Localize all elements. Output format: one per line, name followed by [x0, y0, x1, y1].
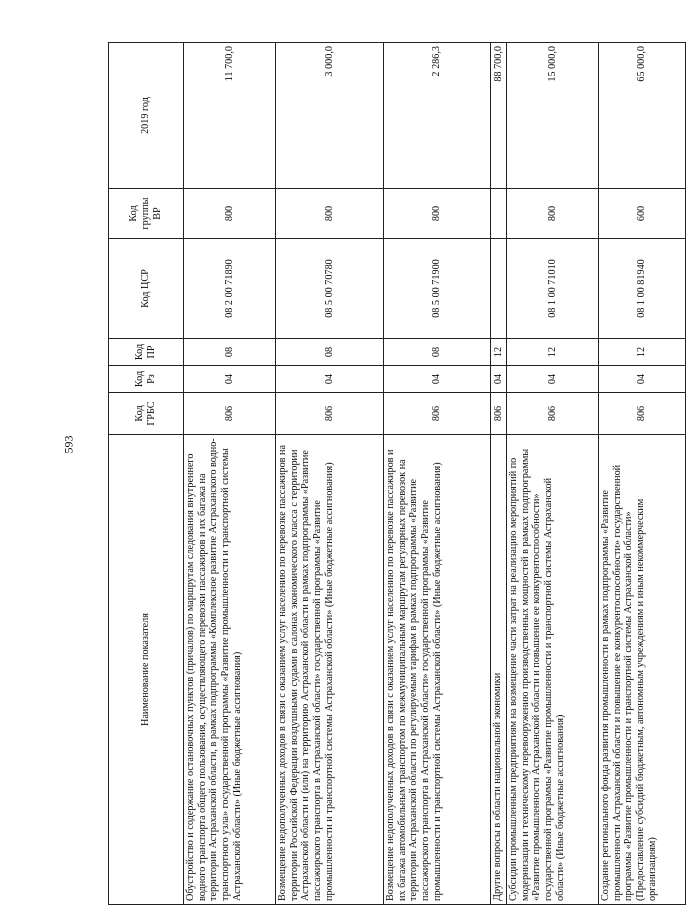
row-amount: 88 700,0: [491, 43, 507, 189]
row-pr: 08: [184, 339, 276, 366]
header-rz: Код Рз: [109, 366, 184, 393]
row-amount: 65 000,0: [599, 43, 686, 189]
row-pr: 08: [384, 339, 491, 366]
rotated-table-container: [108, 43, 658, 905]
table-row: [491, 43, 507, 905]
row-name: Создание регионального фонда развития промышленности в рамках подпрограммы «Развитие промышленности Астраханской области и повышение ее конкурентоспособности» государственной программы «Развитие промышленности и транспортной системы Астраханской области» (Предоставление субсидий бюджетным, автономным учреждениям и иным некоммерческим организациям): [599, 435, 686, 905]
row-rz: 04: [276, 366, 384, 393]
row-amount: 3 000,0: [276, 43, 384, 189]
row-name: Возмещение недополученных доходов в связи с оказанием услуг населению по перевозке пассажиров на территории Российской Федерации воздушными судами в салонах экономического класса с территории Астраханской области и (или) на территорию Астраханской области в рамках подпрограммы «Развитие пассажирского транспорта в Астраханской области» государственной программы «Развитие промышленности и транспортной системы Астраханской области» (Иные бюджетные ассигнования): [276, 435, 384, 905]
row-amount: 15 000,0: [507, 43, 599, 189]
header-vr: Код группы ВР: [109, 189, 184, 239]
row-vr: 800: [276, 189, 384, 239]
row-grbs: 806: [276, 393, 384, 435]
row-grbs: 806: [507, 393, 599, 435]
row-amount: 2 286,3: [384, 43, 491, 189]
row-csr: 08 5 00 70780: [276, 239, 384, 339]
header-name: Наименование показателя: [109, 435, 184, 905]
row-rz: 04: [507, 366, 599, 393]
budget-table: [108, 42, 686, 905]
table-row: [184, 43, 276, 905]
row-csr: 08 1 00 71010: [507, 239, 599, 339]
table-row: [276, 43, 384, 905]
row-csr: 08 5 00 71900: [384, 239, 491, 339]
row-pr: 08: [276, 339, 384, 366]
row-rz: 04: [491, 366, 507, 393]
header-csr: Код ЦСР: [109, 239, 184, 339]
row-name: Возмещение недополученных доходов в связи с оказанием услуг населению по перевозке пассажиров и их багажа автомобильным транспортом по межмуниципальным маршрутам регулярных перевозок на территории Астраханской области по регулируемым тарифам в рамках подпрограммы «Развитие пассажирского транспорта в Астраханской области» государственной программы «Развитие промышленности и транспортной системы Астраханской области» (Иные бюджетные ассигнования): [384, 435, 491, 905]
row-csr: [491, 239, 507, 339]
row-name: Обустройство и содержание остановочных пунктов (причалов) по маршрутам следования внутреннего водного транспорта общего пользования, осуществляющего перевозки пассажиров и их багажа на территории Астраханской области, в рамках подпрограммы «Комплексное развитие Астраханского водно-транспортного узла» государственной программы «Развитие промышленности и транспортной системы Астраханской области» (Иные бюджетные ассигнования): [184, 435, 276, 905]
row-rz: 04: [599, 366, 686, 393]
row-pr: 12: [599, 339, 686, 366]
table-row: [507, 43, 599, 905]
row-vr: 800: [384, 189, 491, 239]
row-grbs: 806: [184, 393, 276, 435]
header-pr: Код ПР: [109, 339, 184, 366]
table-header-row: [109, 43, 184, 905]
row-rz: 04: [184, 366, 276, 393]
row-rz: 04: [384, 366, 491, 393]
row-vr: 800: [184, 189, 276, 239]
row-name: Другие вопросы в области национальной экономики: [491, 435, 507, 905]
row-pr: 12: [507, 339, 599, 366]
table-row: [599, 43, 686, 905]
row-name: Субсидии промышленным предприятиям на возмещение части затрат на реализацию мероприятий по модернизации и техническому перевооружению производственных мощностей в рамках подпрограммы «Развитие промышленности Астраханской области и повышение ее конкурентоспособности» государственной программы «Развитие промышленности и транспортной системы Астраханской области» (Иные бюджетные ассигнования): [507, 435, 599, 905]
header-grbs: Код ГРБС: [109, 393, 184, 435]
row-grbs: 806: [384, 393, 491, 435]
row-pr: 12: [491, 339, 507, 366]
row-grbs: 806: [491, 393, 507, 435]
row-vr: [491, 189, 507, 239]
row-csr: 08 2 00 71890: [184, 239, 276, 339]
row-vr: 800: [507, 189, 599, 239]
row-grbs: 806: [599, 393, 686, 435]
row-csr: 08 1 00 81940: [599, 239, 686, 339]
row-amount: 11 700,0: [184, 43, 276, 189]
table-row: [384, 43, 491, 905]
row-vr: 600: [599, 189, 686, 239]
header-year: 2019 год: [109, 43, 184, 189]
page-number: 593: [61, 435, 76, 454]
